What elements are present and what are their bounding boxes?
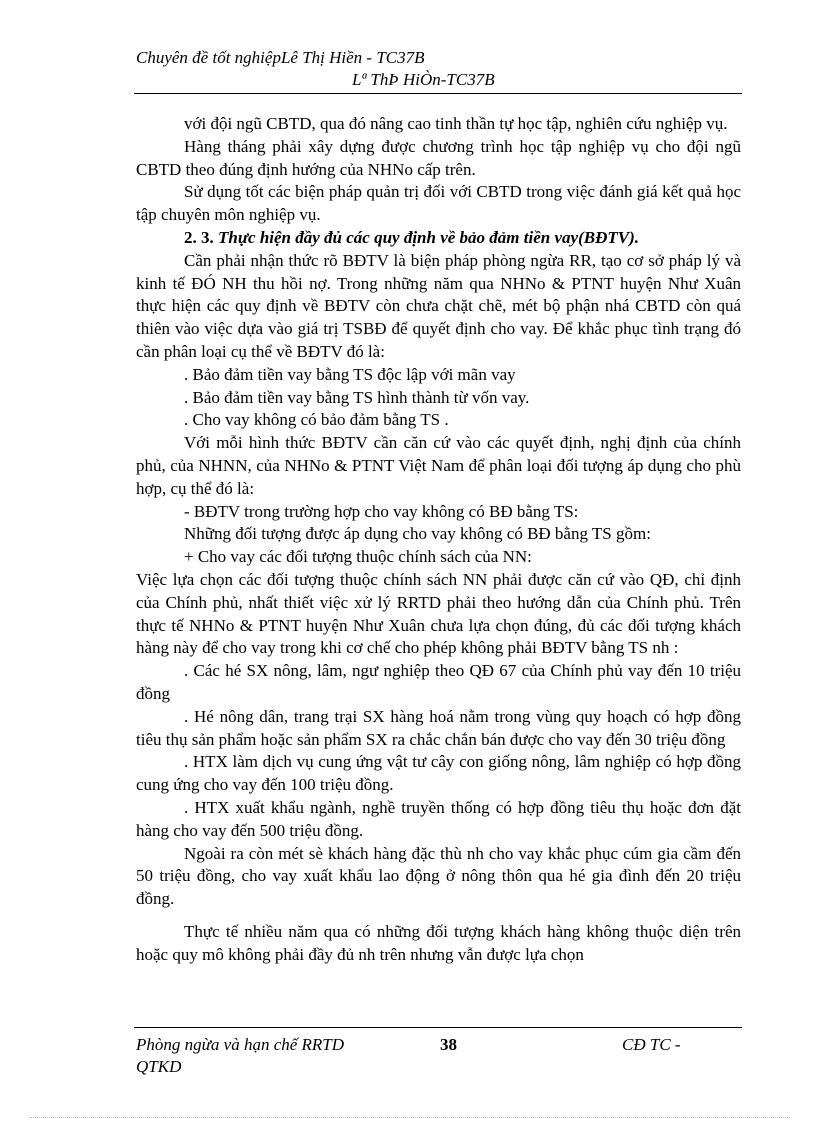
- paragraph: Những đối tượng được áp dụng cho vay không có BĐ bằng TS gồm:: [184, 524, 651, 544]
- header-author: Lª ThÞ HiÒn-TC37B: [352, 70, 495, 89]
- paragraph: Ngoài ra còn mét sè khách hàng đặc thù nh cho vay khắc phục cúm gia cầm đến 50 triệu đồng, cho vay xuất khẩu lao động ở nông thôn qua hé gia đình đến 20 triệu đồng.: [136, 843, 741, 909]
- paragraph: Việc lựa chọn các đối tượng thuộc chính sách NN phải được căn cứ vào QĐ, chỉ định của Chính phủ, nhất thiết việc xử lý RRTD phải theo hướng dẫn của Chính phủ. Trên thực tế NHNo & PTNT huyện Như Xuân chưa lựa chọn đúng, đủ các đối tượng khách hàng này để cho vay trong khi cơ chế cho phép không phải BĐTV bằng TS nh :: [136, 569, 741, 658]
- section-heading: [136, 227, 741, 250]
- header-rule: [134, 93, 742, 94]
- page-edge-dots: [30, 1117, 790, 1118]
- list-item: . Bảo đảm tiền vay bằng TS độc lập với mãn vay: [184, 364, 516, 384]
- document-body: [136, 113, 741, 966]
- footer-rule: [134, 1027, 742, 1028]
- paragraph: Cần phải nhận thức rõ BĐTV là biện pháp phòng ngừa RR, tạo cơ sở pháp lý và kinh tế ĐÓ NH thu hồi nợ. Trong những năm qua NHNo & PTNT huyện Như Xuân thực hiện các quy định về BĐTV còn chưa chặt chẽ, mét bộ phận nhá CBTD còn quá thiên vào việc dựa vào giá trị TSBĐ để quyết định cho vay. Để khắc phục tình trạng đó cần phân loại cụ thể về BĐTV đó là:: [136, 250, 741, 361]
- list-item: - BĐTV trong trường hợp cho vay không có BĐ bằng TS:: [184, 501, 579, 521]
- list-item: . HTX xuất khẩu ngành, nghề truyền thống có hợp đồng tiêu thụ hoặc đơn đặt hàng cho vay đến 500 triệu đồng.: [136, 797, 741, 840]
- list-item: . Bảo đảm tiền vay bằng TS hình thành từ vốn vay.: [184, 387, 530, 407]
- paragraph: với đội ngũ CBTD, qua đó nâng cao tinh thần tự học tập, nghiên cứu nghiệp vụ.: [184, 114, 728, 133]
- list-item: . Hé nông dân, trang trại SX hàng hoá nằm trong vùng quy hoạch có hợp đồng tiêu thụ sản phẩm hoặc sản phẩm SX ra chắc chắn bán được cho vay đến 30 triệu đồng: [136, 706, 741, 749]
- page-number: 38: [440, 1035, 457, 1054]
- footer-title-line2: QTKD: [136, 1057, 182, 1076]
- paragraph: Sử dụng tốt các biện pháp quản trị đối với CBTD trong việc đánh giá kết quả học tập chuyên môn nghiệp vụ.: [136, 182, 741, 225]
- paragraph: Với mỗi hình thức BĐTV cần căn cứ vào các quyết định, nghị định của chính phủ, của NHNN, của NHNo & PTNT Việt Nam để phân loại đối tượng áp dụng cho phù hợp, cụ thể đó là:: [136, 433, 741, 498]
- paragraph: Thực tế nhiều năm qua có những đối tượng khách hàng không thuộc diện trên hoặc quy mô không phải đầy đủ nh trên nhưng vẫn được lựa chọn: [136, 921, 741, 964]
- section-heading-number: 2. 3.: [184, 227, 214, 247]
- section-heading-text: Thực hiện đầy đủ các quy định về bảo đảm tiền vay(BĐTV).: [218, 227, 639, 247]
- footer-dept: CĐ TC -: [622, 1035, 681, 1054]
- footer-title: Phòng ngừa và hạn chế RRTD: [136, 1035, 345, 1054]
- header-title: Chuyên đề tốt nghiệpLê Thị Hiền - TC37B: [136, 48, 425, 67]
- paragraph: Hàng tháng phải xây dựng được chương trình học tập nghiệp vụ cho đội ngũ CBTD theo đúng định hướng của NHNo cấp trên.: [136, 136, 741, 179]
- list-item: . Cho vay không có bảo đảm bằng TS .: [184, 410, 449, 430]
- list-item: . HTX làm dịch vụ cung ứng vật tư cây con giống nông, lâm nghiệp có hợp đồng cung ứng cho vay đến 100 triệu đồng.: [136, 752, 741, 795]
- list-item: . Các hé SX nông, lâm, ngư nghiệp theo QĐ 67 của Chính phủ vay đến 10 triệu đồng: [136, 661, 741, 703]
- list-item: + Cho vay các đối tượng thuộc chính sách của NN:: [184, 547, 532, 567]
